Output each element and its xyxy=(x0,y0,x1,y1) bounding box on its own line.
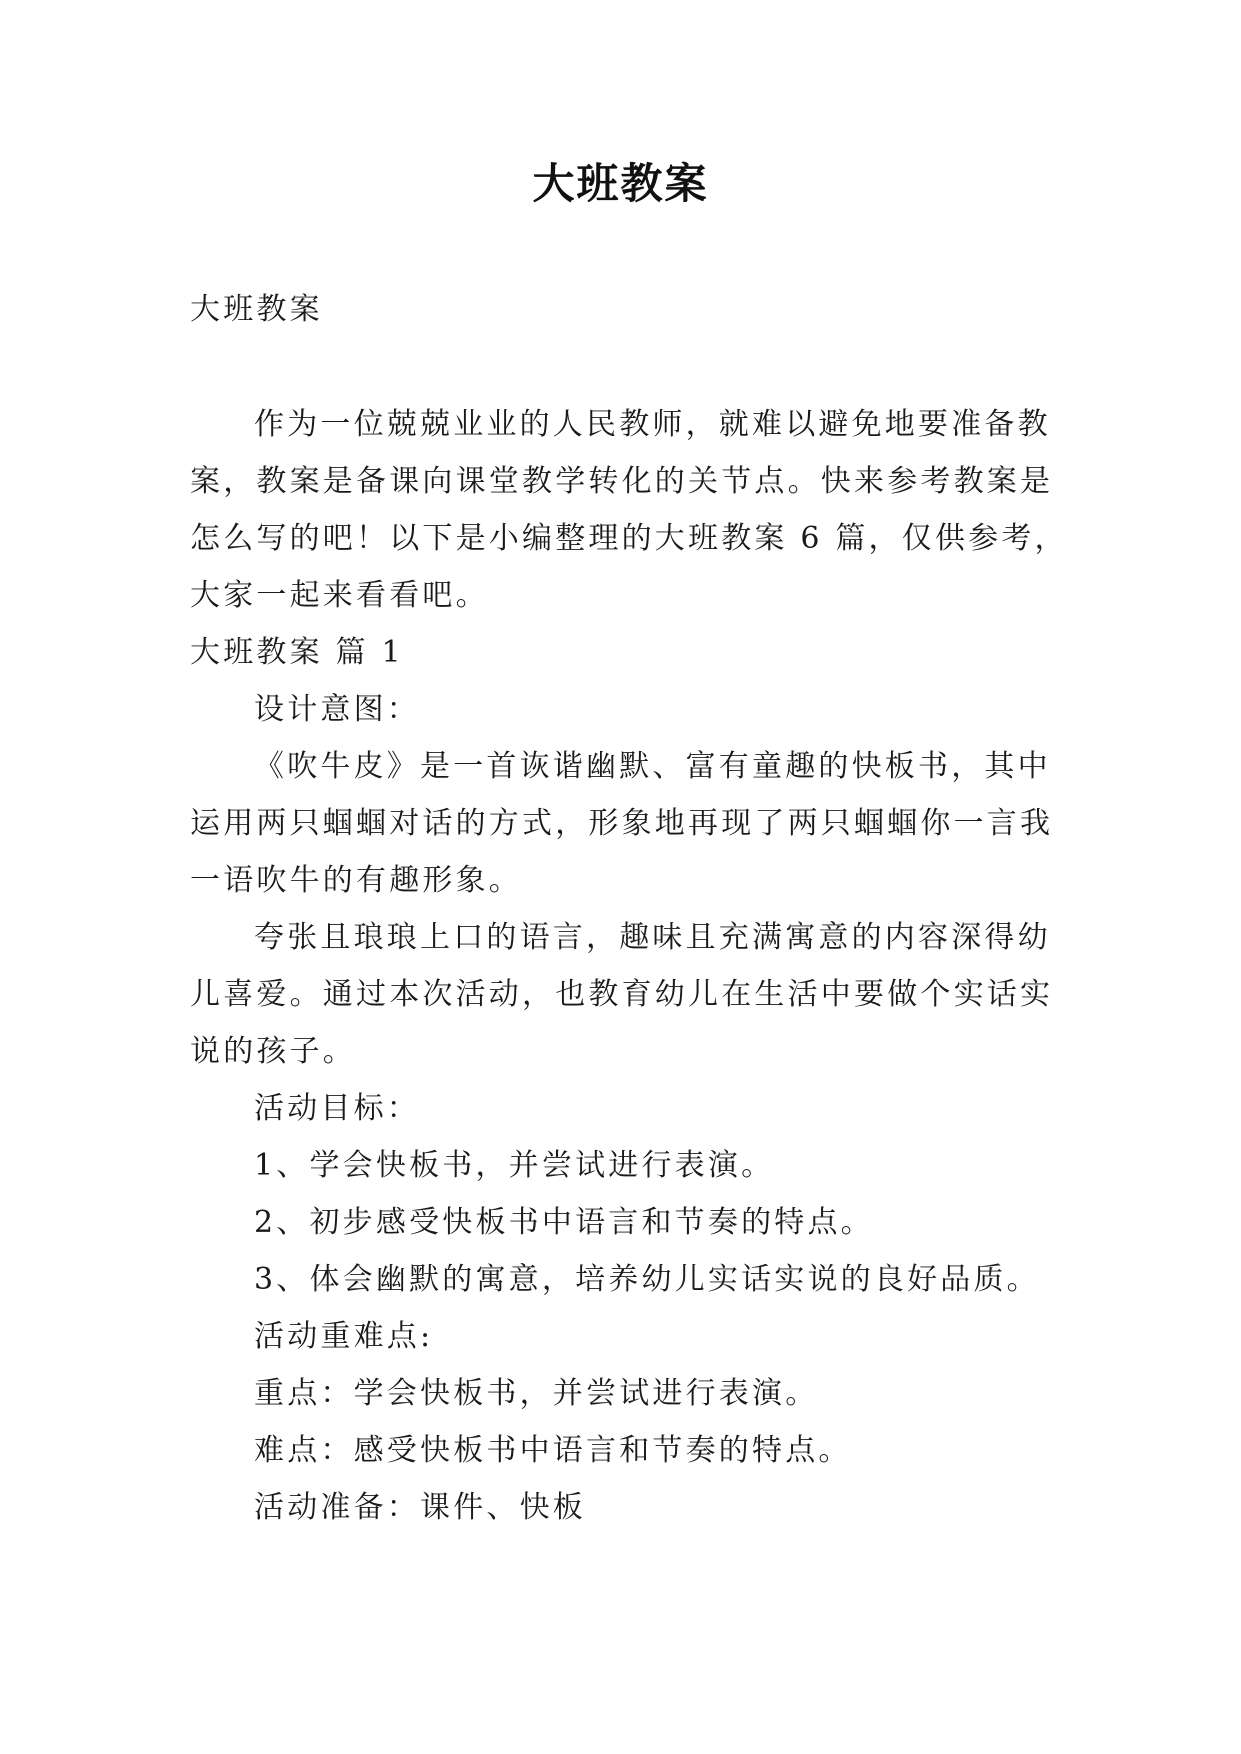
goal-item: 1、学会快板书，并尝试进行表演。 xyxy=(254,1148,775,1183)
design-paragraph-line: 说的孩子。 xyxy=(190,1034,356,1069)
intro-line: 怎么写的吧！以下是小编整理的大班教案 6 篇，仅供参考， xyxy=(190,521,1068,556)
document-subtitle: 大班教案 xyxy=(190,292,323,327)
design-paragraph-line: 运用两只蝈蝈对话的方式，形象地再现了两只蝈蝈你一言我 xyxy=(190,806,1054,841)
keypoints-label: 活动重难点: xyxy=(254,1319,434,1354)
section-heading: 大班教案 篇 1 xyxy=(190,635,404,670)
design-paragraph-line: 一语吹牛的有趣形象。 xyxy=(190,863,522,898)
goal-item: 3、体会幽默的寓意，培养幼儿实话实说的良好品质。 xyxy=(254,1262,1040,1297)
design-label: 设计意图： xyxy=(254,692,420,727)
design-paragraph-line: 夸张且琅琅上口的语言，趣味且充满寓意的内容深得幼 xyxy=(254,920,1051,955)
intro-line: 大家一起来看看吧。 xyxy=(190,578,489,613)
design-paragraph-line: 《吹牛皮》是一首诙谐幽默、富有童趣的快板书，其中 xyxy=(254,749,1051,784)
preparation: 活动准备：课件、快板 xyxy=(254,1490,586,1525)
design-paragraph-line: 儿喜爱。通过本次活动，也教育幼儿在生活中要做个实话实 xyxy=(190,977,1054,1012)
goals-label: 活动目标： xyxy=(254,1091,420,1126)
key-point: 重点：学会快板书，并尝试进行表演。 xyxy=(254,1376,819,1411)
page-title: 大班教案 xyxy=(532,159,709,208)
intro-line: 作为一位兢兢业业的人民教师，就难以避免地要准备教 xyxy=(254,407,1051,442)
intro-line: 案，教案是备课向课堂教学转化的关节点。快来参考教案是 xyxy=(190,464,1054,499)
difficult-point: 难点：感受快板书中语言和节奏的特点。 xyxy=(254,1433,852,1468)
goal-item: 2、初步感受快板书中语言和节奏的特点。 xyxy=(254,1205,874,1240)
